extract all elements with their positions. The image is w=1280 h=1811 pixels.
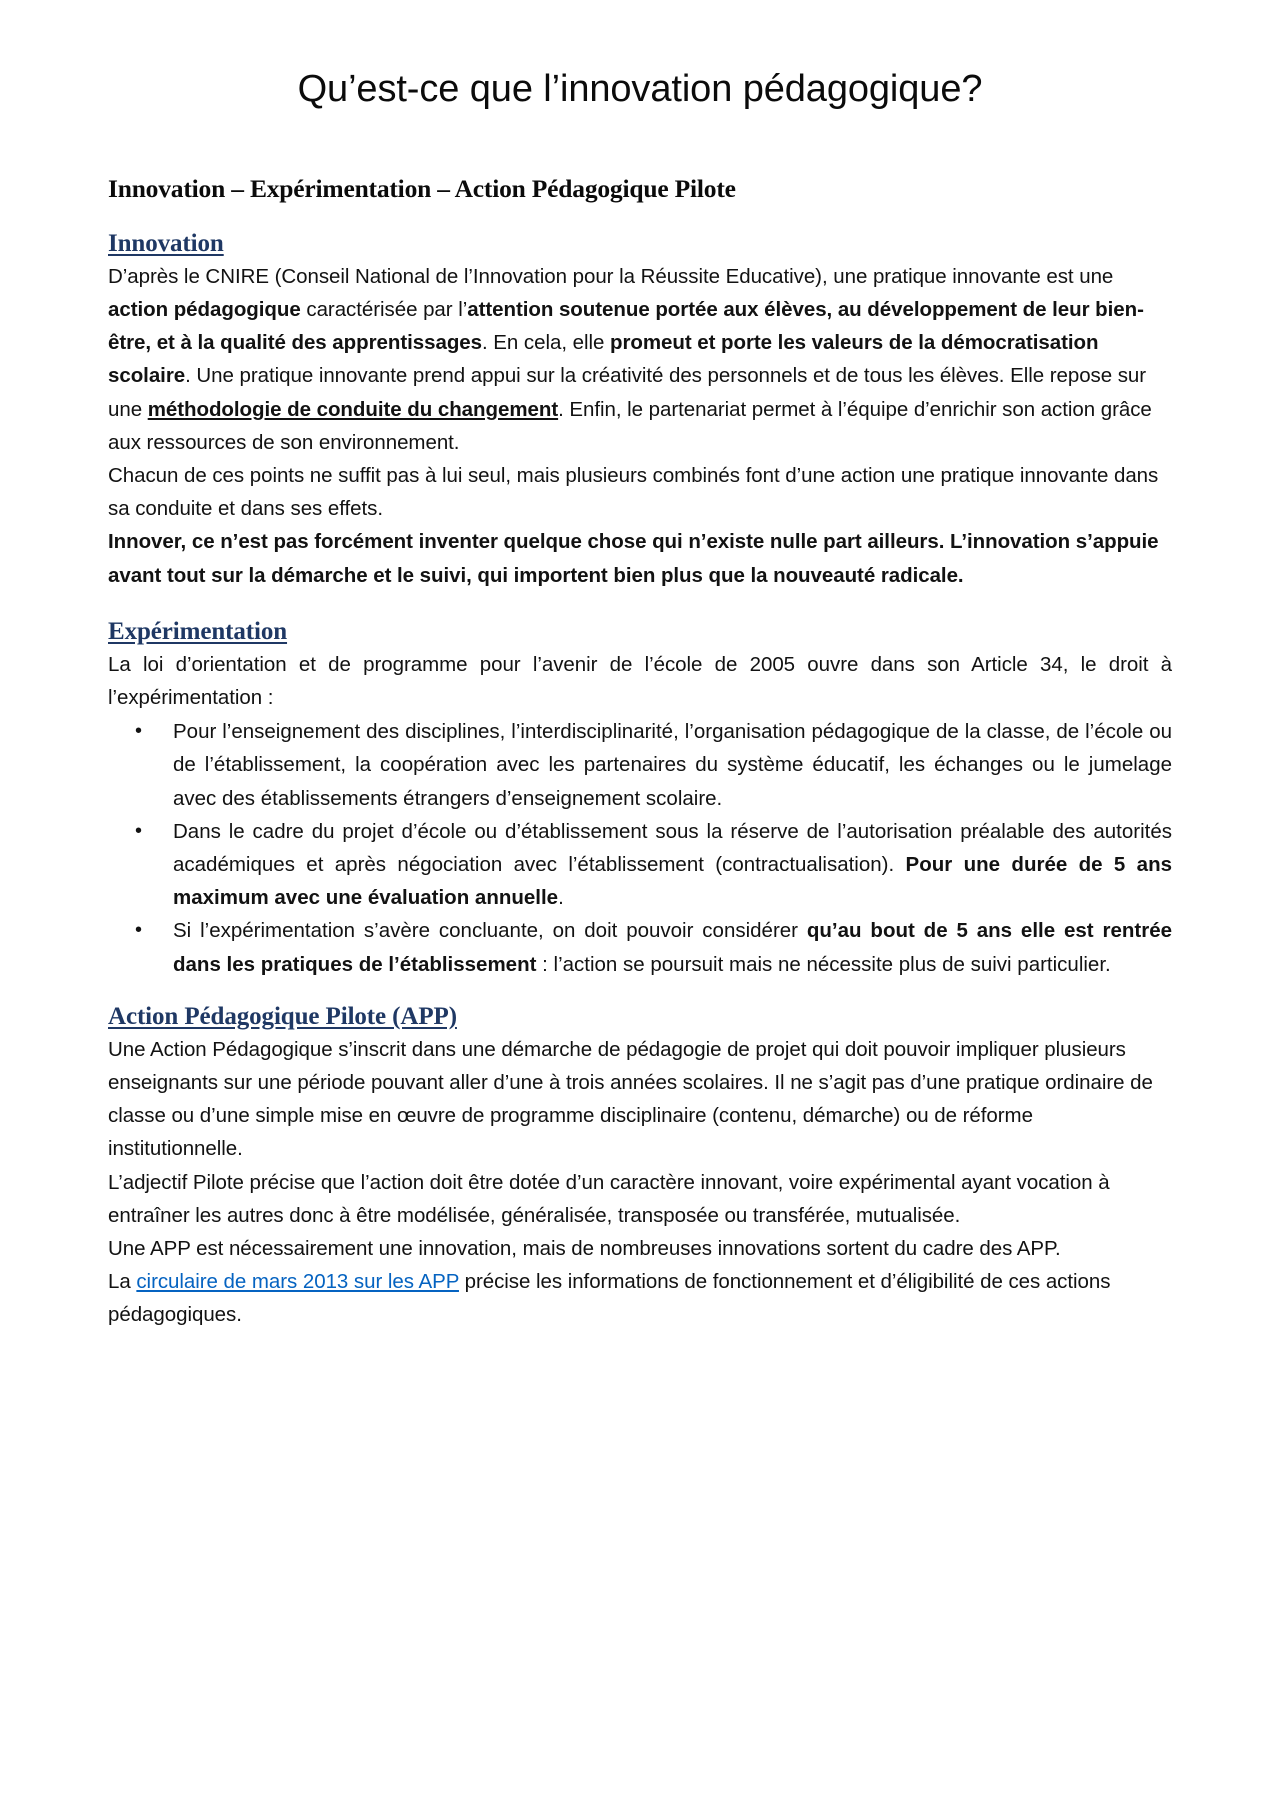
bold-run-innover: Innover, ce n’est pas forcément inventer quelque chose qui n’existe nulle part ailleurs. L’innovation s’appuie avant tout sur la démarche et le suivi, qui importent bien plus que la nouveauté radicale.: [108, 530, 1159, 587]
list-item: [108, 815, 1172, 915]
bullet-point-icon: •: [135, 819, 143, 842]
innovation-paragraph-1: [108, 260, 1172, 459]
text-run: caractérisée par l’: [300, 297, 468, 321]
bold-run-promeut-porte: promeut et porte les valeurs de la démocratisation scolaire: [108, 331, 1099, 388]
section-heading-experimentation: Expérimentation: [108, 617, 288, 645]
text-run: . En cela, elle: [482, 331, 610, 355]
app-paragraph-1: Une Action Pédagogique s’inscrit dans une démarche de pédagogie de projet qui doit pouvoir impliquer plusieurs enseignants sur une période pouvant aller d’une à trois années scolaires. Il ne s’agit pas d’une pratique ordinaire de classe ou d’une simple mise en œuvre de programme disciplinaire (contenu, démarche) ou de réforme institutionnelle.: [108, 1037, 1153, 1161]
experimentation-bullet-list: [108, 715, 1172, 981]
bold-run-action-pedagogique: action pédagogique: [108, 297, 301, 321]
section-heading-action-pedagogique-pilote: Action Pédagogique Pilote (APP): [108, 1002, 457, 1030]
text-run: précise les informations de fonctionnement et d’éligibilité de ces actions pédagogiques.: [108, 1270, 1111, 1327]
app-paragraph-2: L’adjectif Pilote précise que l’action doit être dotée d’un caractère innovant, voire expérimental ayant vocation à entraîner les autres donc à être modélisée, généralisée, transposée ou transférée, mutualisée.: [108, 1170, 1110, 1227]
text-run: La: [108, 1270, 137, 1294]
innovation-paragraph-2: Chacun de ces points ne suffit pas à lui seul, mais plusieurs combinés font d’une action une pratique innovante dans sa conduite et dans ses effets.: [108, 463, 1159, 521]
experimentation-intro-paragraph: La loi d’orientation et de programme pour l’avenir de l’école de 2005 ouvre dans son Article 34, le droit à l’expérimentation :: [108, 652, 1172, 709]
text-run: : l’action se poursuit mais ne nécessite plus de suivi particulier.: [536, 952, 1111, 976]
text-run: Si l’expérimentation s’avère concluante, on doit pouvoir considérer: [173, 919, 807, 943]
bold-underline-run-methodologie: méthodologie de conduite du changement: [147, 397, 559, 421]
text-run: . Enfin, le partenariat permet à l’équipe d’enrichir son action grâce aux ressources de son environnement.: [108, 397, 1152, 454]
bold-run-attention-soutenue: attention soutenue portée aux élèves, au développement de leur bien-être, et à la qualité des apprentissages: [108, 297, 1144, 355]
list-item: [108, 715, 1172, 815]
bullet-point-icon: •: [135, 720, 143, 743]
app-paragraph-4: [108, 1265, 1172, 1331]
text-run: .: [558, 886, 564, 910]
bold-run-duree-5-ans: Pour une durée de 5 ans maximum avec une évaluation annuelle: [173, 852, 1173, 910]
circulaire-mars-2013-link[interactable]: circulaire de mars 2013 sur les APP: [136, 1270, 459, 1294]
innovation-paragraph-bold-statement: [108, 525, 1172, 591]
text-run: D’après le CNIRE (Conseil National de l’Innovation pour la Réussite Educative), une pratique innovante est une: [108, 264, 1114, 288]
bold-run-au-bout-de-5-ans: qu’au bout de 5 ans elle est rentrée dans les pratiques de l’établissement: [173, 919, 1172, 976]
bullet-point-icon: •: [135, 919, 143, 942]
text-run: Pour l’enseignement des disciplines, l’interdisciplinarité, l’organisation pédagogique de la classe, de l’école ou de l’établissement, la coopération avec les partenaires du système éducatif, les échanges ou le jumelage avec des établissements étrangers d’enseignement scolaire.: [173, 720, 1172, 810]
document-subtitle: Innovation – Expérimentation – Action Pédagogique Pilote: [108, 173, 736, 203]
page-title: Qu’est-ce que l’innovation pédagogique?: [297, 68, 983, 110]
text-run: Dans le cadre du projet d’école ou d’établissement sous la réserve de l’autorisation préalable des autorités académiques et après négociation avec l’établissement (contractualisation).: [173, 819, 1172, 876]
section-heading-innovation: Innovation: [108, 229, 224, 257]
list-item: [108, 914, 1172, 980]
text-run: . Une pratique innovante prend appui sur la créativité des personnels et de tous les élèves. Elle repose sur une: [108, 364, 1147, 421]
app-paragraph-3: Une APP est nécessairement une innovation, mais de nombreuses innovations sortent du cadre des APP.: [108, 1236, 1061, 1260]
